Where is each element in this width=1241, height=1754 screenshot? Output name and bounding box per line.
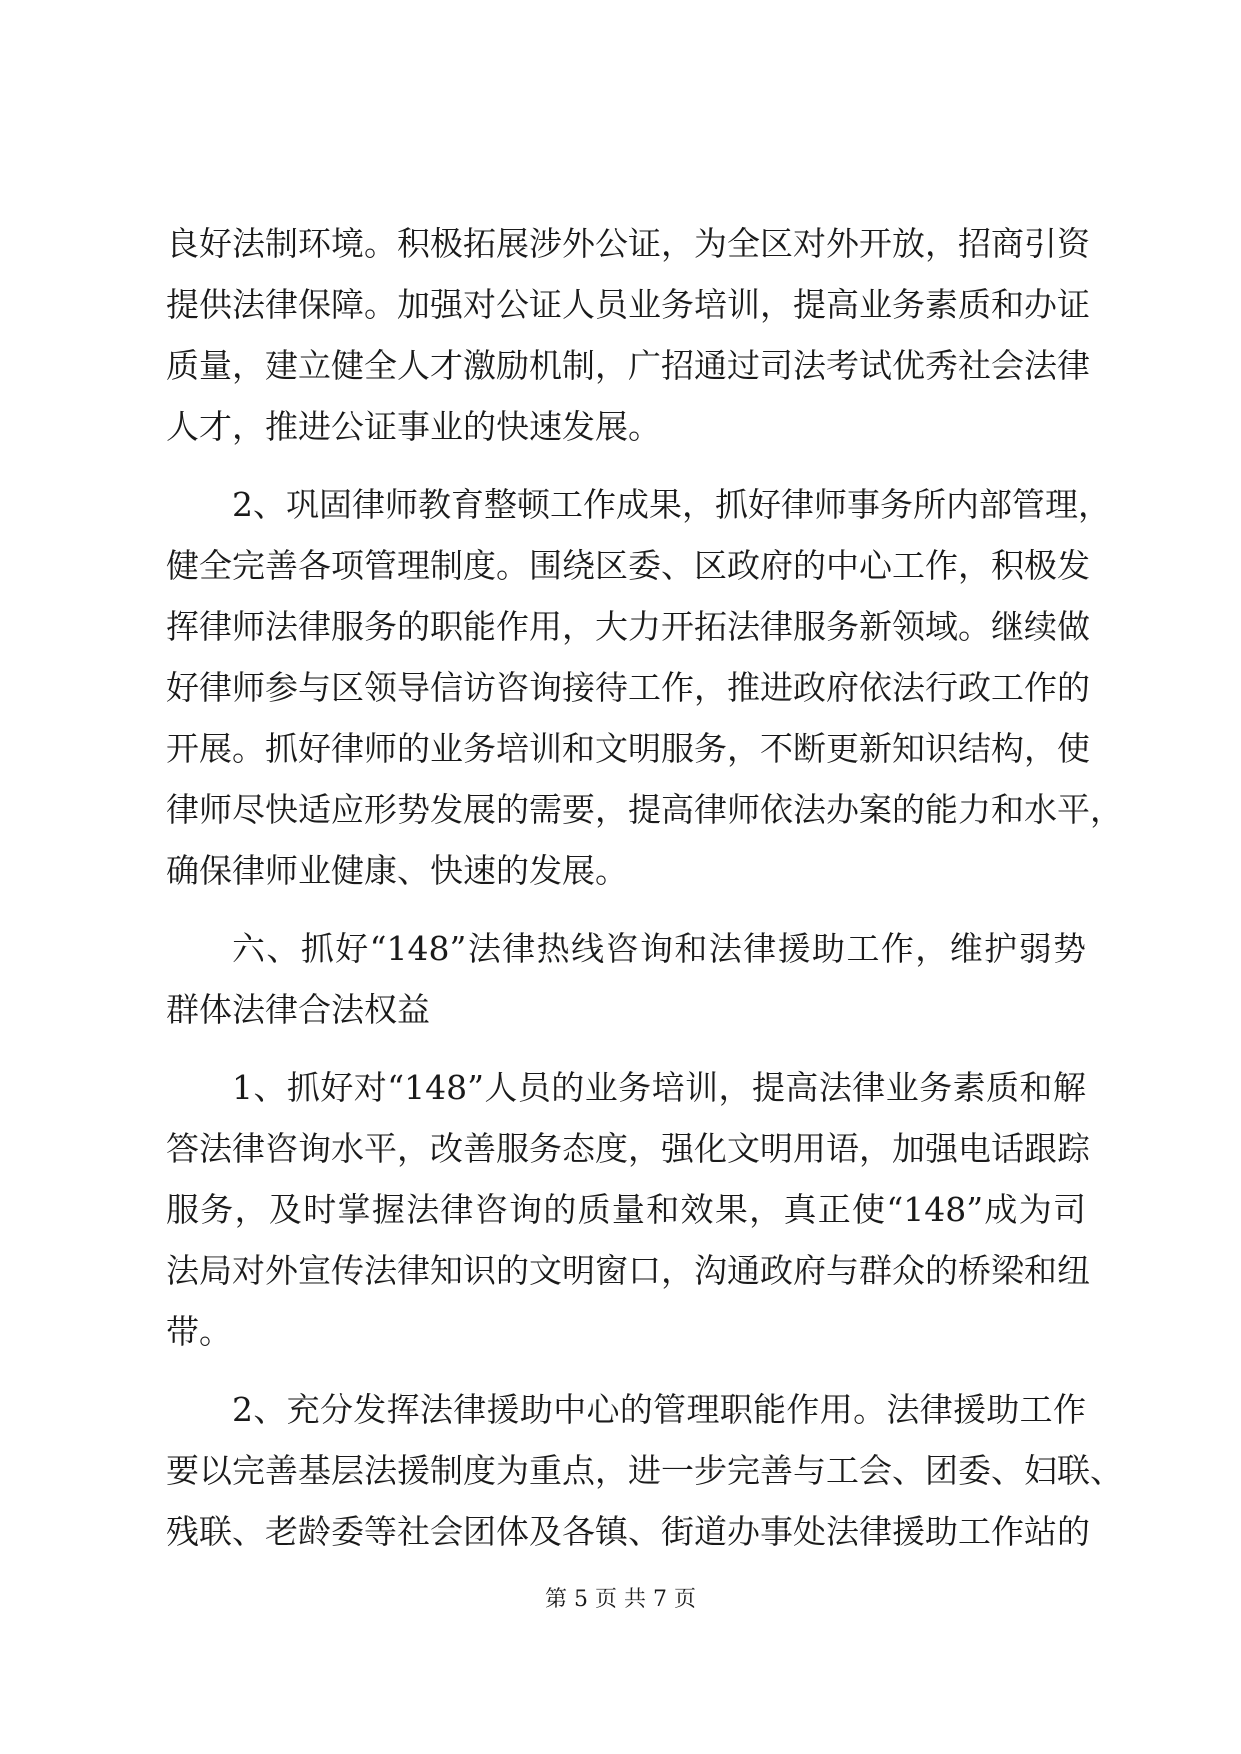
body-line: 法局对外宣传法律知识的文明窗口，沟通政府与群众的桥梁和纽 — [166, 1251, 1090, 1290]
body-line: 律师尽快适应形势发展的需要，提高律师依法办案的能力和水平， — [166, 790, 1123, 829]
body-line: 良好法制环境。积极拓展涉外公证，为全区对外开放，招商引资 — [166, 224, 1090, 263]
page-number-footer: 第 5 页 共 7 页 — [545, 1587, 696, 1612]
section-heading-line: 六、抓好“148”法律热线咨询和法律援助工作，维护弱势 — [232, 929, 1086, 968]
section-heading-line: 群体法律合法权益 — [166, 990, 430, 1029]
body-line: 人才，推进公证事业的快速发展。 — [166, 407, 661, 446]
body-line: 开展。抓好律师的业务培训和文明服务，不断更新知识结构，使 — [166, 729, 1090, 768]
body-line: 质量，建立健全人才激励机制，广招通过司法考试优秀社会法律 — [166, 346, 1090, 385]
body-line: 残联、老龄委等社会团体及各镇、街道办事处法律援助工作站的 — [166, 1512, 1090, 1551]
body-line: 答法律咨询水平，改善服务态度，强化文明用语，加强电话跟踪 — [166, 1129, 1090, 1168]
body-line: 服务，及时掌握法律咨询的质量和效果，真正使“148”成为司 — [166, 1190, 1086, 1229]
body-line: 2、充分发挥法律援助中心的管理职能作用。法律援助工作 — [232, 1390, 1086, 1429]
body-line: 挥律师法律服务的职能作用，大力开拓法律服务新领域。继续做 — [166, 607, 1090, 646]
body-line: 健全完善各项管理制度。围绕区委、区政府的中心工作，积极发 — [166, 546, 1090, 585]
body-line: 带。 — [166, 1312, 232, 1351]
body-line: 1、抓好对“148”人员的业务培训，提高法律业务素质和解 — [232, 1068, 1086, 1107]
body-line: 提供法律保障。加强对公证人员业务培训，提高业务素质和办证 — [166, 285, 1090, 324]
body-line: 要以完善基层法援制度为重点，进一步完善与工会、团委、妇联、 — [166, 1451, 1123, 1490]
body-line: 确保律师业健康、快速的发展。 — [166, 851, 628, 890]
body-line: 好律师参与区领导信访咨询接待工作，推进政府依法行政工作的 — [166, 668, 1090, 707]
body-line: 2、巩固律师教育整顿工作成果，抓好律师事务所内部管理， — [232, 485, 1111, 524]
